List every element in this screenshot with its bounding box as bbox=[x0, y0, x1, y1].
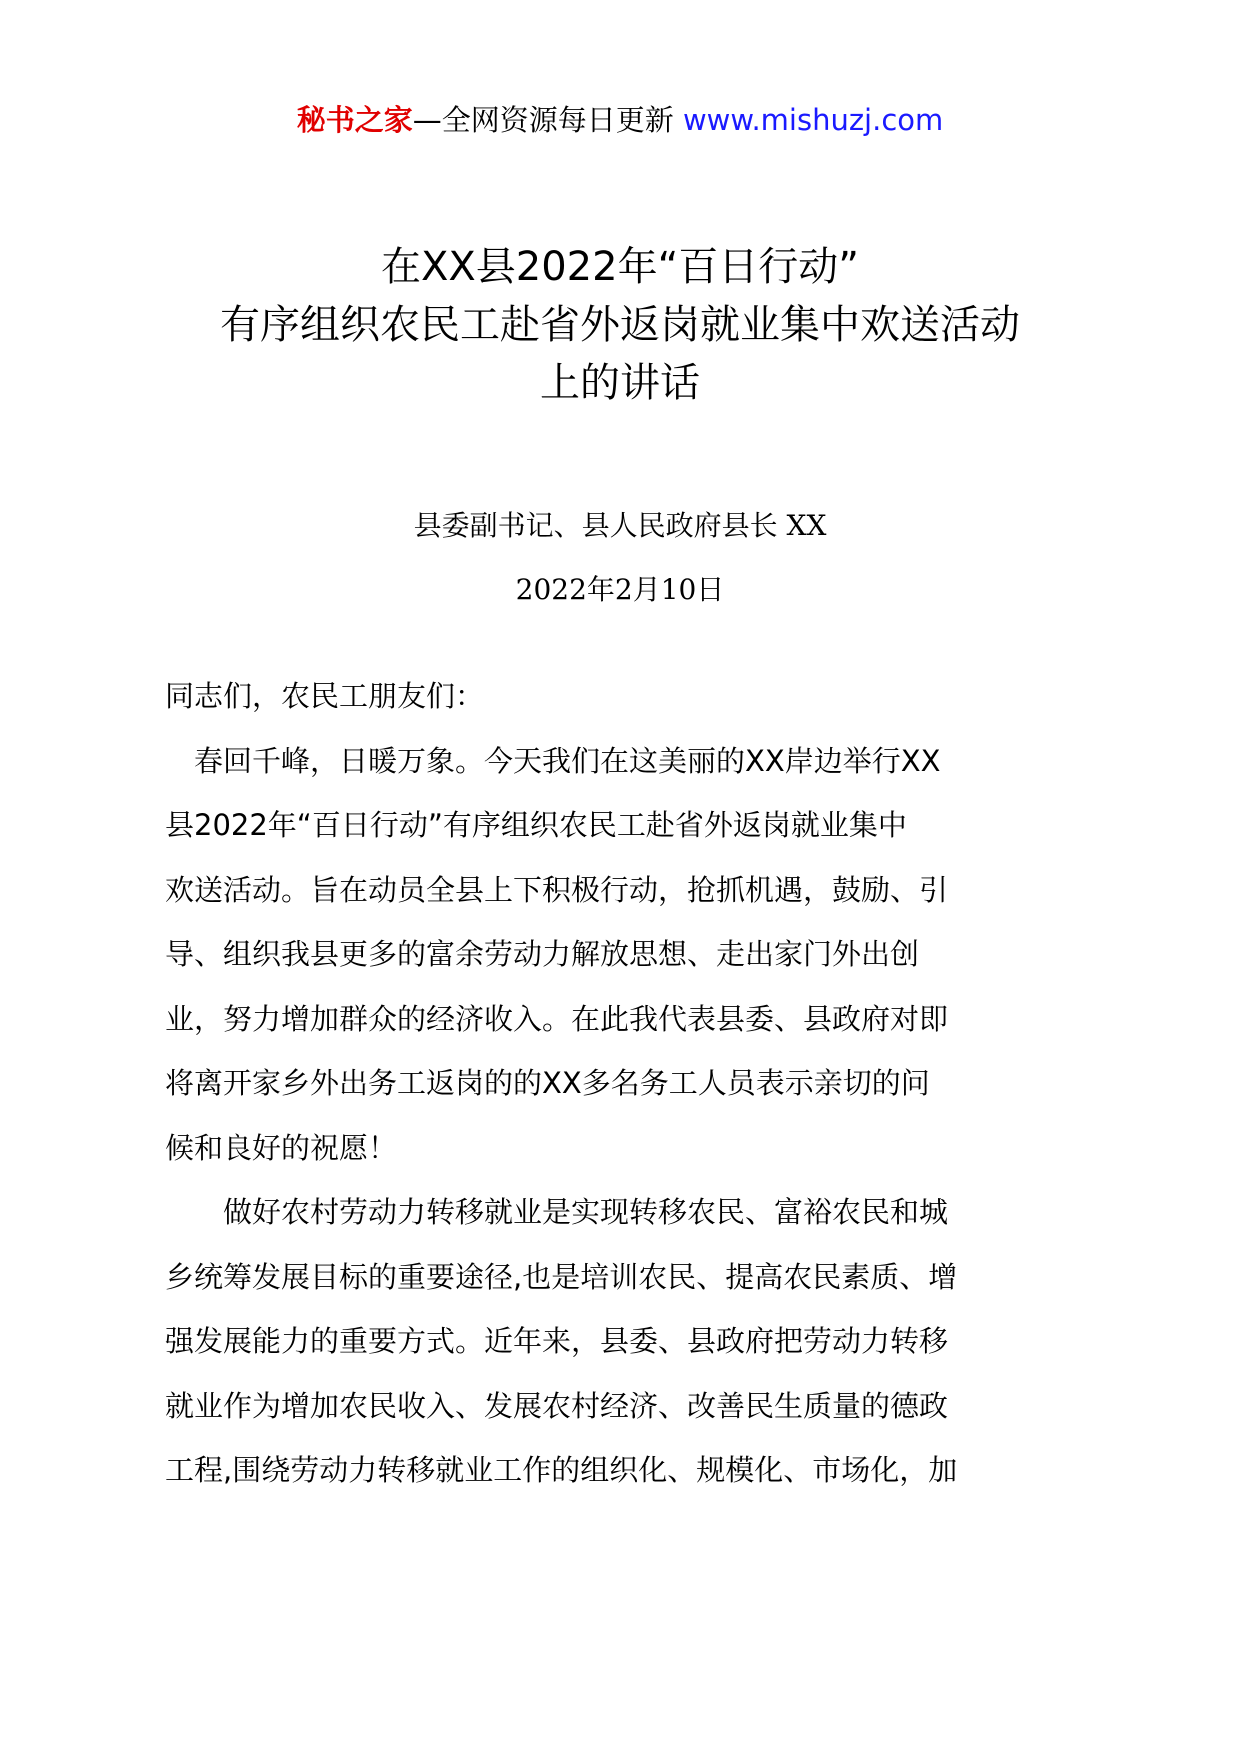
document-title bbox=[150, 238, 1090, 412]
title-line-3: 上的讲话 bbox=[540, 360, 700, 406]
body-line: 候和良好的祝愿！ bbox=[165, 1130, 398, 1165]
speaker-byline: 县委副书记、县人民政府县长 XX bbox=[413, 509, 827, 542]
body-line: 工程,围绕劳动力转移就业工作的组织化、规模化、市场化，加 bbox=[165, 1453, 958, 1487]
body-line: 春回千峰，日暖万象。今天我们在这美丽的XX岸边举行XX bbox=[165, 743, 941, 778]
body-line: 乡统筹发展目标的重要途径,也是培训农民、提高农民素质、增 bbox=[165, 1259, 958, 1294]
site-header bbox=[0, 100, 1240, 140]
site-slogan: —全网资源每日更新 bbox=[412, 103, 674, 137]
title-line-1: 在XX县2022年“百日行动” bbox=[380, 244, 860, 290]
speech-date: 2022年2月10日 bbox=[515, 573, 725, 606]
body-line: 欢送活动。旨在动员全县上下积极行动，抢抓机遇，鼓励、引 bbox=[165, 872, 949, 907]
body-line: 强发展能力的重要方式。近年来，县委、县政府把劳动力转移 bbox=[165, 1324, 949, 1358]
body-line: 做好农村劳动力转移就业是实现转移农民、富裕农民和城 bbox=[165, 1195, 949, 1229]
site-brand: 秘书之家 bbox=[296, 103, 413, 137]
body-line: 县2022年“百日行动”有序组织农民工赴省外返岗就业集中 bbox=[165, 808, 907, 842]
site-url-link[interactable]: www.mishuzj.com bbox=[682, 103, 944, 137]
body-line: 业，努力增加群众的经济收入。在此我代表县委、县政府对即 bbox=[165, 1001, 949, 1036]
title-line-2: 有序组织农民工赴省外返岗就业集中欢送活动 bbox=[220, 302, 1020, 348]
body-line: 导、组织我县更多的富余劳动力解放思想、走出家门外出创 bbox=[165, 937, 920, 971]
body-line: 同志们，农民工朋友们： bbox=[165, 679, 485, 713]
body-line: 就业作为增加农民收入、发展农村经济、改善民生质量的德政 bbox=[165, 1388, 949, 1423]
speech-body bbox=[165, 664, 1085, 1503]
body-line: 将离开家乡外出务工返岗的的XX多名务工人员表示亲切的问 bbox=[165, 1066, 930, 1100]
